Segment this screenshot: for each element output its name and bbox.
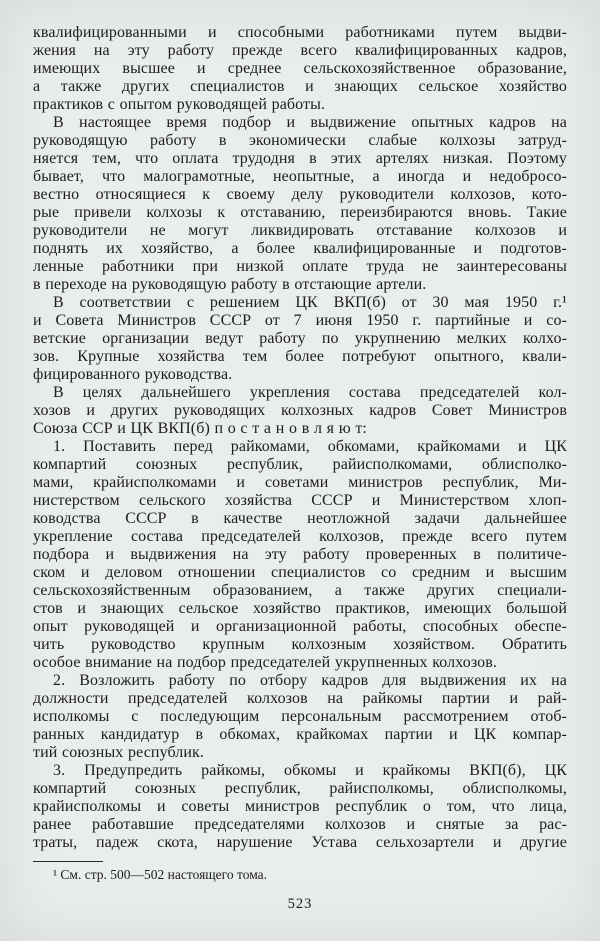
text-line: ском и деловом отношении специалистов со средним и высшим: [33, 564, 567, 581]
paragraph-1: [33, 24, 567, 114]
text-line: Союза ССР и ЦК ВКП(б) п о с т а н о в л я ю т:: [33, 420, 367, 437]
text-line: ранее работавшие председателями колхозов и снятые за рас-: [33, 816, 567, 833]
paragraph-7: [33, 762, 567, 852]
text-line: бывает, что малограмотные, неопытные, а иногда и недобросо-: [33, 168, 567, 185]
text-line: и Совета Министров СССР от 7 июня 1950 г. партийные и со-: [33, 312, 567, 329]
footnote: ¹ См. стр. 500—502 настоящего тома.: [53, 867, 268, 882]
paragraph-3: [33, 294, 567, 384]
text-line: квалифицированными и способными работниками путем выдви-: [33, 24, 567, 41]
text-line: нистерством сельского хозяйства СССР и Министерством хлоп-: [33, 492, 567, 509]
text-line: имеющих высшее и среднее сельскохозяйственное образование,: [33, 60, 567, 77]
text-line: рые привели колхозы к отставанию, переизбираются вновь. Такие: [33, 204, 567, 221]
text-block: [33, 24, 567, 913]
text-line: особое внимание на подбор председателей укрупненных колхозов.: [33, 654, 498, 671]
text-line: ленные работники при низкой оплате труда не заинтересованы: [33, 258, 567, 275]
text-line: фицированного руководства.: [33, 366, 233, 383]
paragraph-5: [33, 438, 567, 672]
paragraph-4: [33, 384, 567, 438]
text-line: компартий союзных республик, райисполкомами, облисполко-: [33, 456, 567, 473]
text-line: крайисполкомы и советы министров республик о том, что лица,: [33, 798, 567, 815]
text-line: компартий союзных республик, райисполкомы, облисполкомы,: [33, 780, 567, 797]
text-line: 3. Предупредить райкомы, обкомы и крайкомы ВКП(б), ЦК: [53, 762, 567, 779]
text-line: вестно относящиеся к своему делу руководители колхозов, кото-: [33, 186, 567, 203]
footnote-separator: [33, 861, 103, 862]
text-line: поднять их хозяйство, а более квалифицированные и подготов-: [33, 240, 567, 257]
text-line: ководства СССР в качестве неотложной задачи дальнейшее: [33, 510, 567, 527]
text-line: тий союзных республик.: [33, 744, 205, 761]
text-line: в переходе на руководящую работу в отстающие артели.: [33, 276, 427, 293]
text-line: В настоящее время подбор и выдвижение опытных кадров на: [53, 114, 567, 131]
text-line: жения на эту работу прежде всего квалифицированных кадров,: [33, 42, 567, 59]
text-line: траты, падеж скота, нарушение Устава сельхозартели и другие: [33, 834, 567, 851]
paragraph-2: [33, 114, 567, 294]
text-line: исполкомы с последующим персональным рассмотрением отоб-: [33, 708, 567, 725]
text-line: руководящую работу в экономически слабые колхозы затруд-: [33, 132, 567, 149]
text-line: няется тем, что оплата трудодня в этих артелях низкая. Поэтому: [33, 150, 567, 167]
text-line: должности председателей колхозов на райкомы партии и рай-: [33, 690, 567, 707]
text-line: ранных кандидатур в обкомах, крайкомах партии и ЦК компар-: [33, 726, 567, 743]
text-line: практиков с опытом руководящей работы.: [33, 96, 326, 113]
text-line: руководители не могут ликвидировать отставание колхозов и: [33, 222, 567, 239]
paragraph-6: [33, 672, 567, 762]
text-line: укрепление состава председателей колхозов, прежде всего путем: [33, 528, 567, 545]
text-line: мами, крайисполкомами и советами министров республик, Ми-: [33, 474, 567, 491]
text-line: а также других специалистов и знающих сельское хозяйство: [33, 78, 567, 95]
document-text: [33, 24, 567, 852]
text-line: сельскохозяйственным образованием, а также других специали-: [33, 582, 567, 599]
text-line: хозов и других руководящих колхозных кадров Совет Министров: [33, 402, 567, 419]
text-line: 1. Поставить перед райкомами, обкомами, крайкомами и ЦК: [53, 438, 567, 455]
text-line: опыт руководящей и организационной работы, способных обеспе-: [33, 618, 567, 635]
page-number: 523: [287, 896, 313, 912]
text-line: В целях дальнейшего укрепления состава председателей кол-: [53, 384, 567, 401]
text-line: зов. Крупные хозяйства тем более потребуют опытного, квали-: [33, 348, 567, 365]
text-line: чить руководство крупным колхозным хозяйством. Обратить: [33, 636, 567, 653]
text-line: ветские организации ведут работу по укрупнению мелких колхо-: [33, 330, 567, 347]
text-line: В соответствии с решением ЦК ВКП(б) от 30 мая 1950 г.¹: [53, 294, 567, 311]
text-line: 2. Возложить работу по отбору кадров для выдвижения их на: [53, 672, 567, 689]
text-line: подбора и выдвижения на эту работу проверенных в политиче-: [33, 546, 567, 563]
text-line: стов и знающих сельское хозяйство практиков, имеющих большой: [33, 600, 567, 617]
